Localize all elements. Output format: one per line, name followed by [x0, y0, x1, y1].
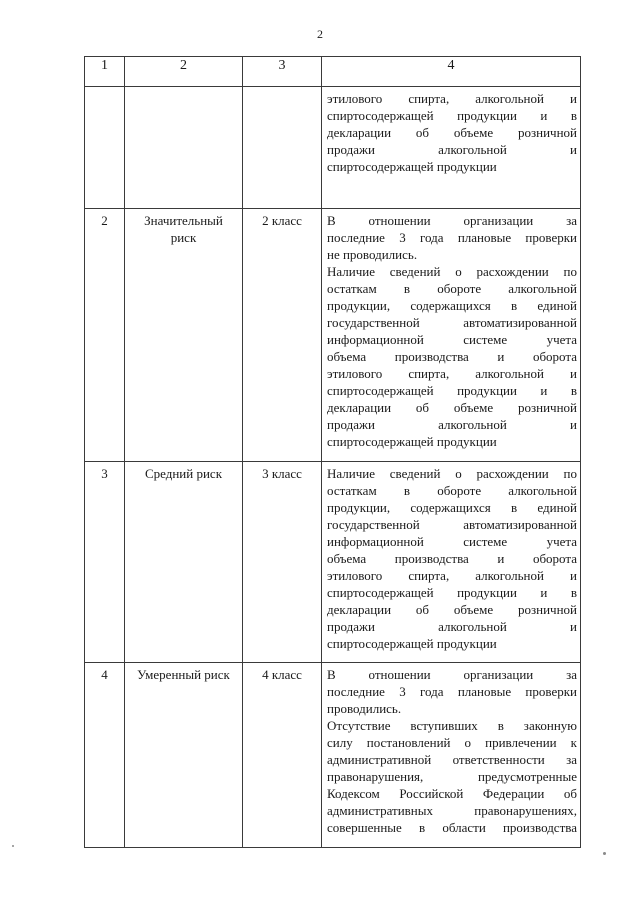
text-line: объема производства и оборота [327, 551, 577, 566]
text-line: спиртосодержащей продукции и в [327, 108, 577, 123]
header-cell-2: 2 [125, 57, 243, 87]
text-line: правонарушения, предусмотренные [327, 769, 577, 784]
criteria-description [322, 663, 581, 848]
header-cell-1: 1 [85, 57, 125, 87]
row-number: 4 [85, 663, 125, 848]
text-line: декларации об объеме розничной [327, 602, 577, 617]
text-line: информационной системе учета [327, 332, 577, 347]
text-line: этилового спирта, алкогольной и [327, 91, 577, 106]
risk-category: Средний риск [125, 462, 243, 663]
scan-speck [12, 845, 14, 847]
text-line: не проводились. [327, 247, 418, 262]
text-line: В отношении организации за [327, 213, 577, 228]
table-row [85, 663, 581, 848]
text-line: продажи алкогольной и [327, 417, 577, 432]
empty-cell [243, 87, 322, 209]
scan-speck [603, 852, 606, 855]
text-line: спиртосодержащей продукции [327, 159, 497, 174]
text-line: последние 3 года плановые проверки [327, 684, 577, 699]
text-line: продажи алкогольной и [327, 142, 577, 157]
text-line: остаткам в обороте алкогольной [327, 483, 577, 498]
header-cell-3: 3 [243, 57, 322, 87]
risk-class: 4 класс [243, 663, 322, 848]
text-line: декларации об объеме розничной [327, 400, 577, 415]
text-line: спиртосодержащей продукции [327, 636, 497, 651]
text-line: административных правонарушениях, [327, 803, 577, 818]
text-line: декларации об объеме розничной [327, 125, 577, 140]
risk-category: Значительный риск [125, 209, 243, 462]
row-number: 3 [85, 462, 125, 663]
risk-class: 2 класс [243, 209, 322, 462]
text-line: Наличие сведений о расхождении по [327, 264, 577, 279]
risk-category: Умеренный риск [125, 663, 243, 848]
table-row-continuation [85, 87, 581, 209]
text-line: В отношении организации за [327, 667, 577, 682]
text-line: совершенные в области производства [327, 820, 577, 835]
table-header-row [85, 57, 581, 87]
text-line: спиртосодержащей продукции и в [327, 585, 577, 600]
empty-cell [85, 87, 125, 209]
page-number: 2 [317, 27, 323, 41]
text-line: остаткам в обороте алкогольной [327, 281, 577, 296]
text-line: государственной автоматизированной [327, 517, 577, 532]
text-line: Наличие сведений о расхождении по [327, 466, 577, 481]
table-row [85, 209, 581, 462]
text-line: спиртосодержащей продукции и в [327, 383, 577, 398]
text-line: силу постановлений о привлечении к [327, 735, 577, 750]
text-line: этилового спирта, алкогольной и [327, 568, 577, 583]
text-line: продукции, содержащихся в единой [327, 500, 577, 515]
text-line: информационной системе учета [327, 534, 577, 549]
table-row [85, 462, 581, 663]
text-line: спиртосодержащей продукции [327, 434, 497, 449]
text-line: продажи алкогольной и [327, 619, 577, 634]
text-line: административной ответственности за [327, 752, 577, 767]
criteria-description [322, 462, 581, 663]
empty-cell [125, 87, 243, 209]
text-line: последние 3 года плановые проверки [327, 230, 577, 245]
header-cell-4: 4 [322, 57, 581, 87]
text-line: Отсутствие вступивших в законную [327, 718, 577, 733]
criteria-description [322, 209, 581, 462]
risk-classification-table [84, 56, 581, 848]
row-number: 2 [85, 209, 125, 462]
risk-class: 3 класс [243, 462, 322, 663]
text-line: этилового спирта, алкогольной и [327, 366, 577, 381]
text-line: государственной автоматизированной [327, 315, 577, 330]
text-line: проводились. [327, 701, 402, 716]
text-line: объема производства и оборота [327, 349, 577, 364]
text-line: продукции, содержащихся в единой [327, 298, 577, 313]
continuation-description [322, 87, 581, 209]
text-line: Кодексом Российской Федерации об [327, 786, 577, 801]
